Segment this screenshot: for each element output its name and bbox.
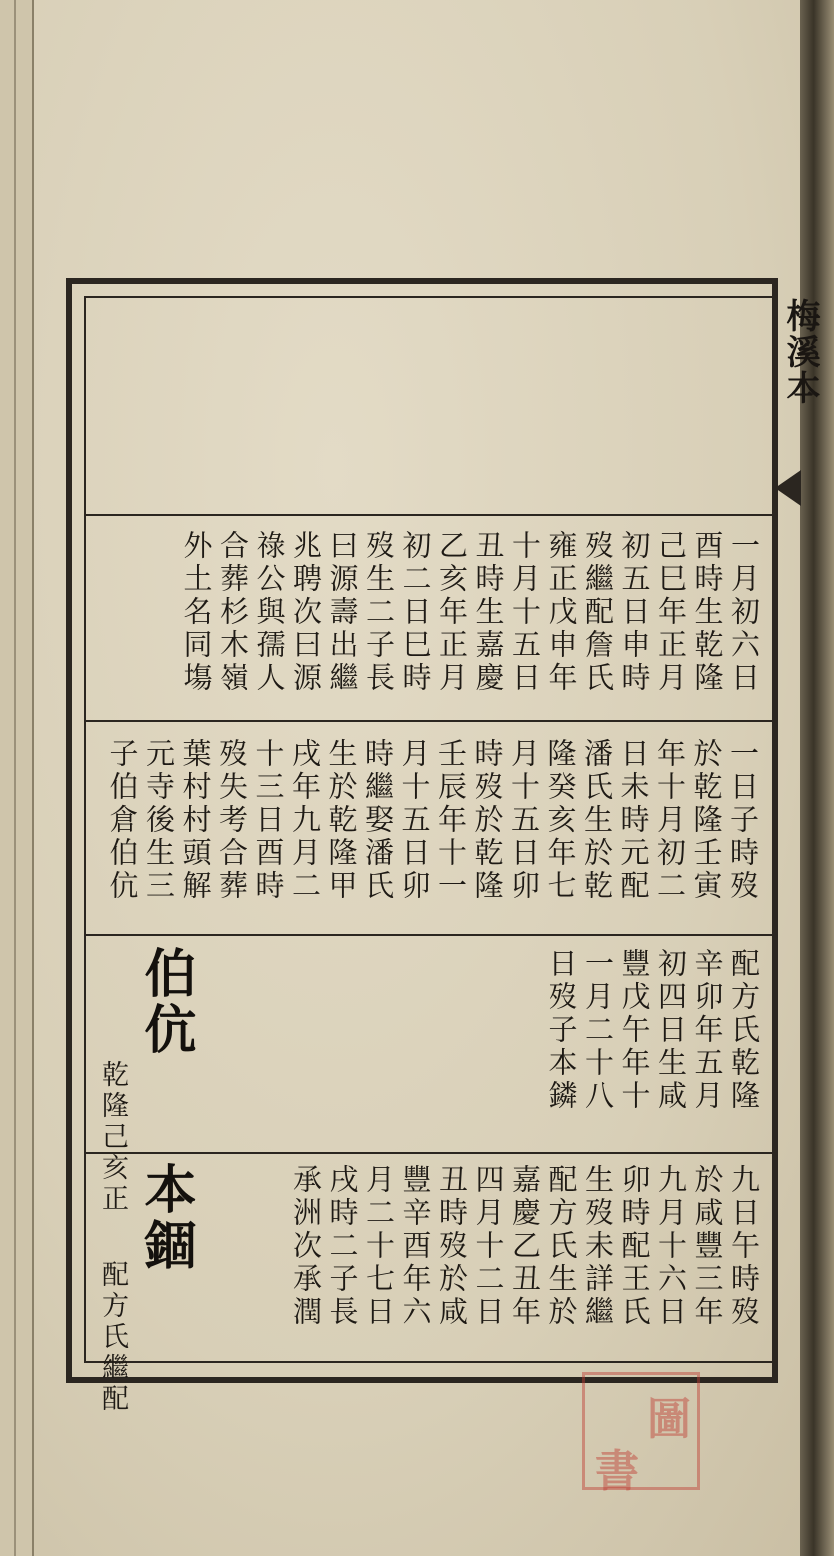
text-column: 豐戊午年十	[617, 948, 652, 1113]
text-column: 日歿子本鏻	[544, 948, 579, 1113]
text-column: 外土名同塲	[179, 530, 214, 695]
text-column: 歿失考合葬	[215, 738, 249, 903]
text-column: 初二日巳時	[398, 530, 433, 695]
text-column: 初五日申時	[617, 530, 652, 695]
text-column: 一月二十八	[581, 948, 615, 1113]
benchou-spouse-note: 配方氏繼配	[97, 1260, 128, 1415]
text-column: 四月十二日	[471, 1164, 506, 1329]
text-column: 十月十五日	[508, 530, 542, 695]
previous-page-edge	[0, 0, 34, 1556]
text-column: 配方氏生於	[544, 1164, 579, 1329]
row-divider-2	[84, 720, 774, 722]
text-column: 戌年九月二	[288, 738, 322, 903]
text-column: 潘氏生於乾	[580, 738, 614, 903]
text-column: 丑時歿於咸	[435, 1164, 469, 1329]
text-column: 承洲次承潤	[289, 1164, 323, 1329]
text-column: 丑時生嘉慶	[471, 530, 506, 695]
text-column: 生於乾隆甲	[324, 738, 359, 903]
text-column: 於乾隆壬寅	[689, 738, 724, 903]
text-column: 元寺後生三	[142, 738, 176, 903]
text-column: 九日午時歿	[727, 1164, 761, 1329]
person-name-benchou: 本錮	[135, 1162, 196, 1274]
text-column: 配方氏乾隆	[727, 948, 761, 1113]
text-column: 日未時元配	[616, 738, 651, 903]
text-column: 生歿未詳繼	[581, 1164, 615, 1329]
right-column-rule	[772, 296, 774, 1363]
text-column: 合葬杉木嶺	[216, 530, 250, 695]
text-column: 歿生二子長	[362, 530, 396, 695]
text-column: 月十五日卯	[507, 738, 541, 903]
text-column: 曰源壽出繼	[325, 530, 360, 695]
text-column: 祿公與孺人	[252, 530, 287, 695]
seal-glyph: 書	[595, 1446, 639, 1497]
text-column: 月十五日卯	[397, 738, 432, 903]
text-column: 卯時配王氏	[617, 1164, 652, 1329]
person-name-bohang: 伯伉	[135, 946, 196, 1058]
fishtail-mark	[775, 470, 801, 506]
text-column: 戌時二子長	[325, 1164, 360, 1329]
text-column: 葉村村頭解	[178, 738, 213, 903]
text-column: 九月十六日	[654, 1164, 688, 1329]
text-column: 雍正戊申年	[544, 530, 579, 695]
text-column: 豐辛酉年六	[398, 1164, 433, 1329]
text-column: 初四日生咸	[654, 948, 688, 1113]
text-column: 一月初六日	[727, 530, 761, 695]
text-column: 嘉慶乙丑年	[508, 1164, 542, 1329]
text-column: 於咸豐三年	[690, 1164, 725, 1329]
text-column: 己巳年正月	[654, 530, 688, 695]
text-column: 十三日酉時	[251, 738, 286, 903]
text-column: 酉時生乾隆	[690, 530, 725, 695]
text-column: 壬辰年十一	[434, 738, 468, 903]
text-column: 年十月初二	[653, 738, 687, 903]
red-seal-stamp	[582, 1372, 700, 1497]
text-column: 辛卯年五月	[690, 948, 725, 1113]
text-column: 時繼娶潘氏	[361, 738, 395, 903]
text-column: 子伯倉伯伉	[105, 738, 140, 903]
page-title: 梅溪本	[780, 298, 820, 406]
text-column: 月二十七日	[362, 1164, 396, 1329]
text-column: 乙亥年正月	[435, 530, 469, 695]
binding-edge	[800, 0, 834, 1556]
text-column: 歿繼配詹氏	[581, 530, 615, 695]
text-column: 時歿於乾隆	[470, 738, 505, 903]
row-divider-3	[84, 934, 774, 936]
row-divider-1	[84, 514, 774, 516]
text-column: 一日子時歿	[726, 738, 760, 903]
row-divider-4	[84, 1152, 774, 1154]
seal-glyph: 圖	[647, 1394, 691, 1445]
text-column: 隆癸亥年七	[543, 738, 578, 903]
text-column: 兆聘次曰源	[289, 530, 323, 695]
bohang-birth-note: 乾隆己亥正	[97, 1060, 128, 1215]
